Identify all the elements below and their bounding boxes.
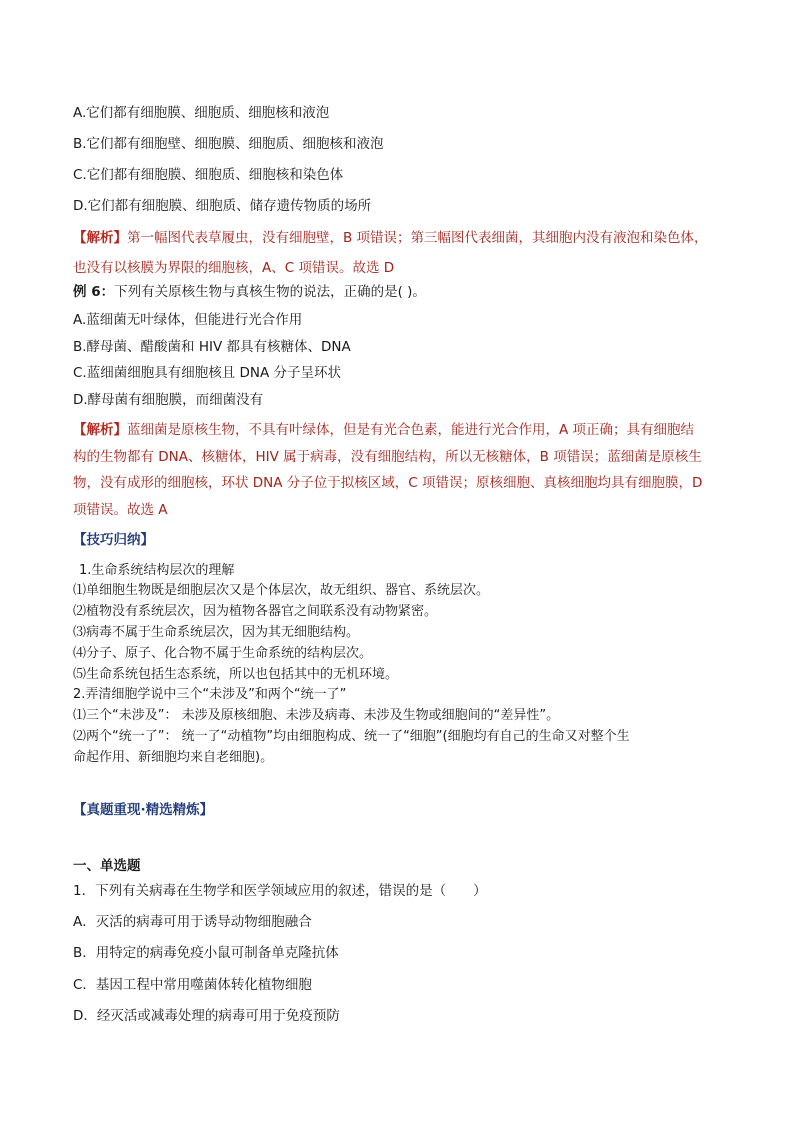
exam-q1-option-b: B．用特定的病毒免疫小鼠可制备单克隆抗体	[73, 945, 339, 961]
q6-option-d: D.酵母菌有细胞膜，而细菌没有	[73, 392, 264, 408]
q5-option-d: D.它们都有细胞膜、细胞质、储存遗传物质的场所	[73, 198, 372, 214]
skills-line-3: ⑵植物没有系统层次，因为植物各器官之间联系没有动物紧密。	[73, 604, 438, 619]
q6-analysis-line-3: 物，没有成形的细胞核，环状 DNA 分子位于拟核区域，C 项错误；原核细胞、真核细胞均具有细胞膜，D	[73, 475, 703, 491]
skills-line-10: 命起作用、新细胞均来自老细胞)。	[73, 750, 274, 765]
skills-line-1: 1.生命系统结构层次的理解	[79, 563, 235, 578]
q5-analysis-line-2: 也没有以核膜为界限的细胞核，A、C 项错误。故选 D	[73, 260, 395, 276]
skills-line-5: ⑷分子、原子、化合物不属于生命系统的结构层次。	[73, 646, 373, 661]
skills-line-9: ⑵两个“统一了”： 统一了“动植物”均由细胞构成、统一了“细胞”(细胞均有自己的生命又对整个生	[73, 729, 630, 744]
q5-option-b: B.它们都有细胞壁、细胞膜、细胞质、细胞核和液泡	[73, 136, 384, 152]
exam-q1-option-a: A．灭活的病毒可用于诱导动物细胞融合	[73, 914, 312, 930]
skills-line-7: 2.弄清细胞学说中三个“未涉及”和两个“统一了”	[73, 687, 347, 702]
q6-stem	[73, 283, 426, 301]
q5-option-c: C.它们都有细胞膜、细胞质、细胞核和染色体	[73, 167, 344, 183]
q6-option-c: C.蓝细菌细胞具有细胞核且 DNA 分子呈环状	[73, 365, 342, 381]
q6-option-a: A.蓝细菌无叶绿体，但能进行光合作用	[73, 312, 303, 328]
exam-title: 【真题重现·精选精炼】	[73, 802, 214, 818]
exam-q1-stem: 1．下列有关病毒在生物学和医学领域应用的叙述，错误的是（ ）	[73, 883, 487, 899]
q6-analysis-line-4: 项错误。故选 A	[73, 502, 168, 518]
skills-line-6: ⑸生命系统包括生态系统，所以也包括其中的无机环境。	[73, 667, 399, 682]
skills-title: 【技巧归纳】	[73, 532, 154, 548]
q5-option-a: A.它们都有细胞膜、细胞质、细胞核和液泡	[73, 105, 330, 121]
q6-analysis-line-1	[73, 421, 694, 439]
exam-q1-option-c: C．基因工程中常用噬菌体转化植物细胞	[73, 977, 312, 993]
q6-analysis-text-1: 蓝细菌是原核生物，不具有叶绿体，但是有光合色素，能进行光合作用，A 项正确；具有细胞结	[127, 422, 695, 438]
analysis-tag: 【解析】	[73, 230, 127, 246]
q6-label: 例 6：	[73, 284, 115, 300]
q5-analysis-text-1: 第一幅图代表草履虫，没有细胞壁，B 项错误；第三幅图代表细菌，其细胞内没有液泡和染色体，	[127, 230, 708, 246]
skills-line-4: ⑶病毒不属于生命系统层次，因为其无细胞结构。	[73, 625, 360, 640]
section-heading: 一、单选题	[73, 858, 141, 874]
analysis-tag: 【解析】	[73, 422, 127, 438]
q6-analysis-line-2: 构的生物都有 DNA、核糖体，HIV 属于病毒，没有细胞结构，所以无核糖体，B 项错误；蓝细菌是原核生	[73, 449, 702, 465]
q6-option-b: B.酵母菌、醋酸菌和 HIV 都具有核糖体、DNA	[73, 339, 351, 355]
skills-line-2: ⑴单细胞生物既是细胞层次又是个体层次，故无组织、器官、系统层次。	[73, 583, 490, 598]
q6-stem-text: 下列有关原核生物与真核生物的说法，正确的是( )。	[114, 284, 426, 300]
exam-q1-option-d: D．经灭活或减毒处理的病毒可用于免疫预防	[73, 1008, 340, 1024]
q5-analysis-line-1	[73, 229, 708, 247]
skills-line-8: ⑴三个“未涉及”： 未涉及原核细胞、未涉及病毒、未涉及生物或细胞间的“差异性”。	[73, 708, 560, 723]
